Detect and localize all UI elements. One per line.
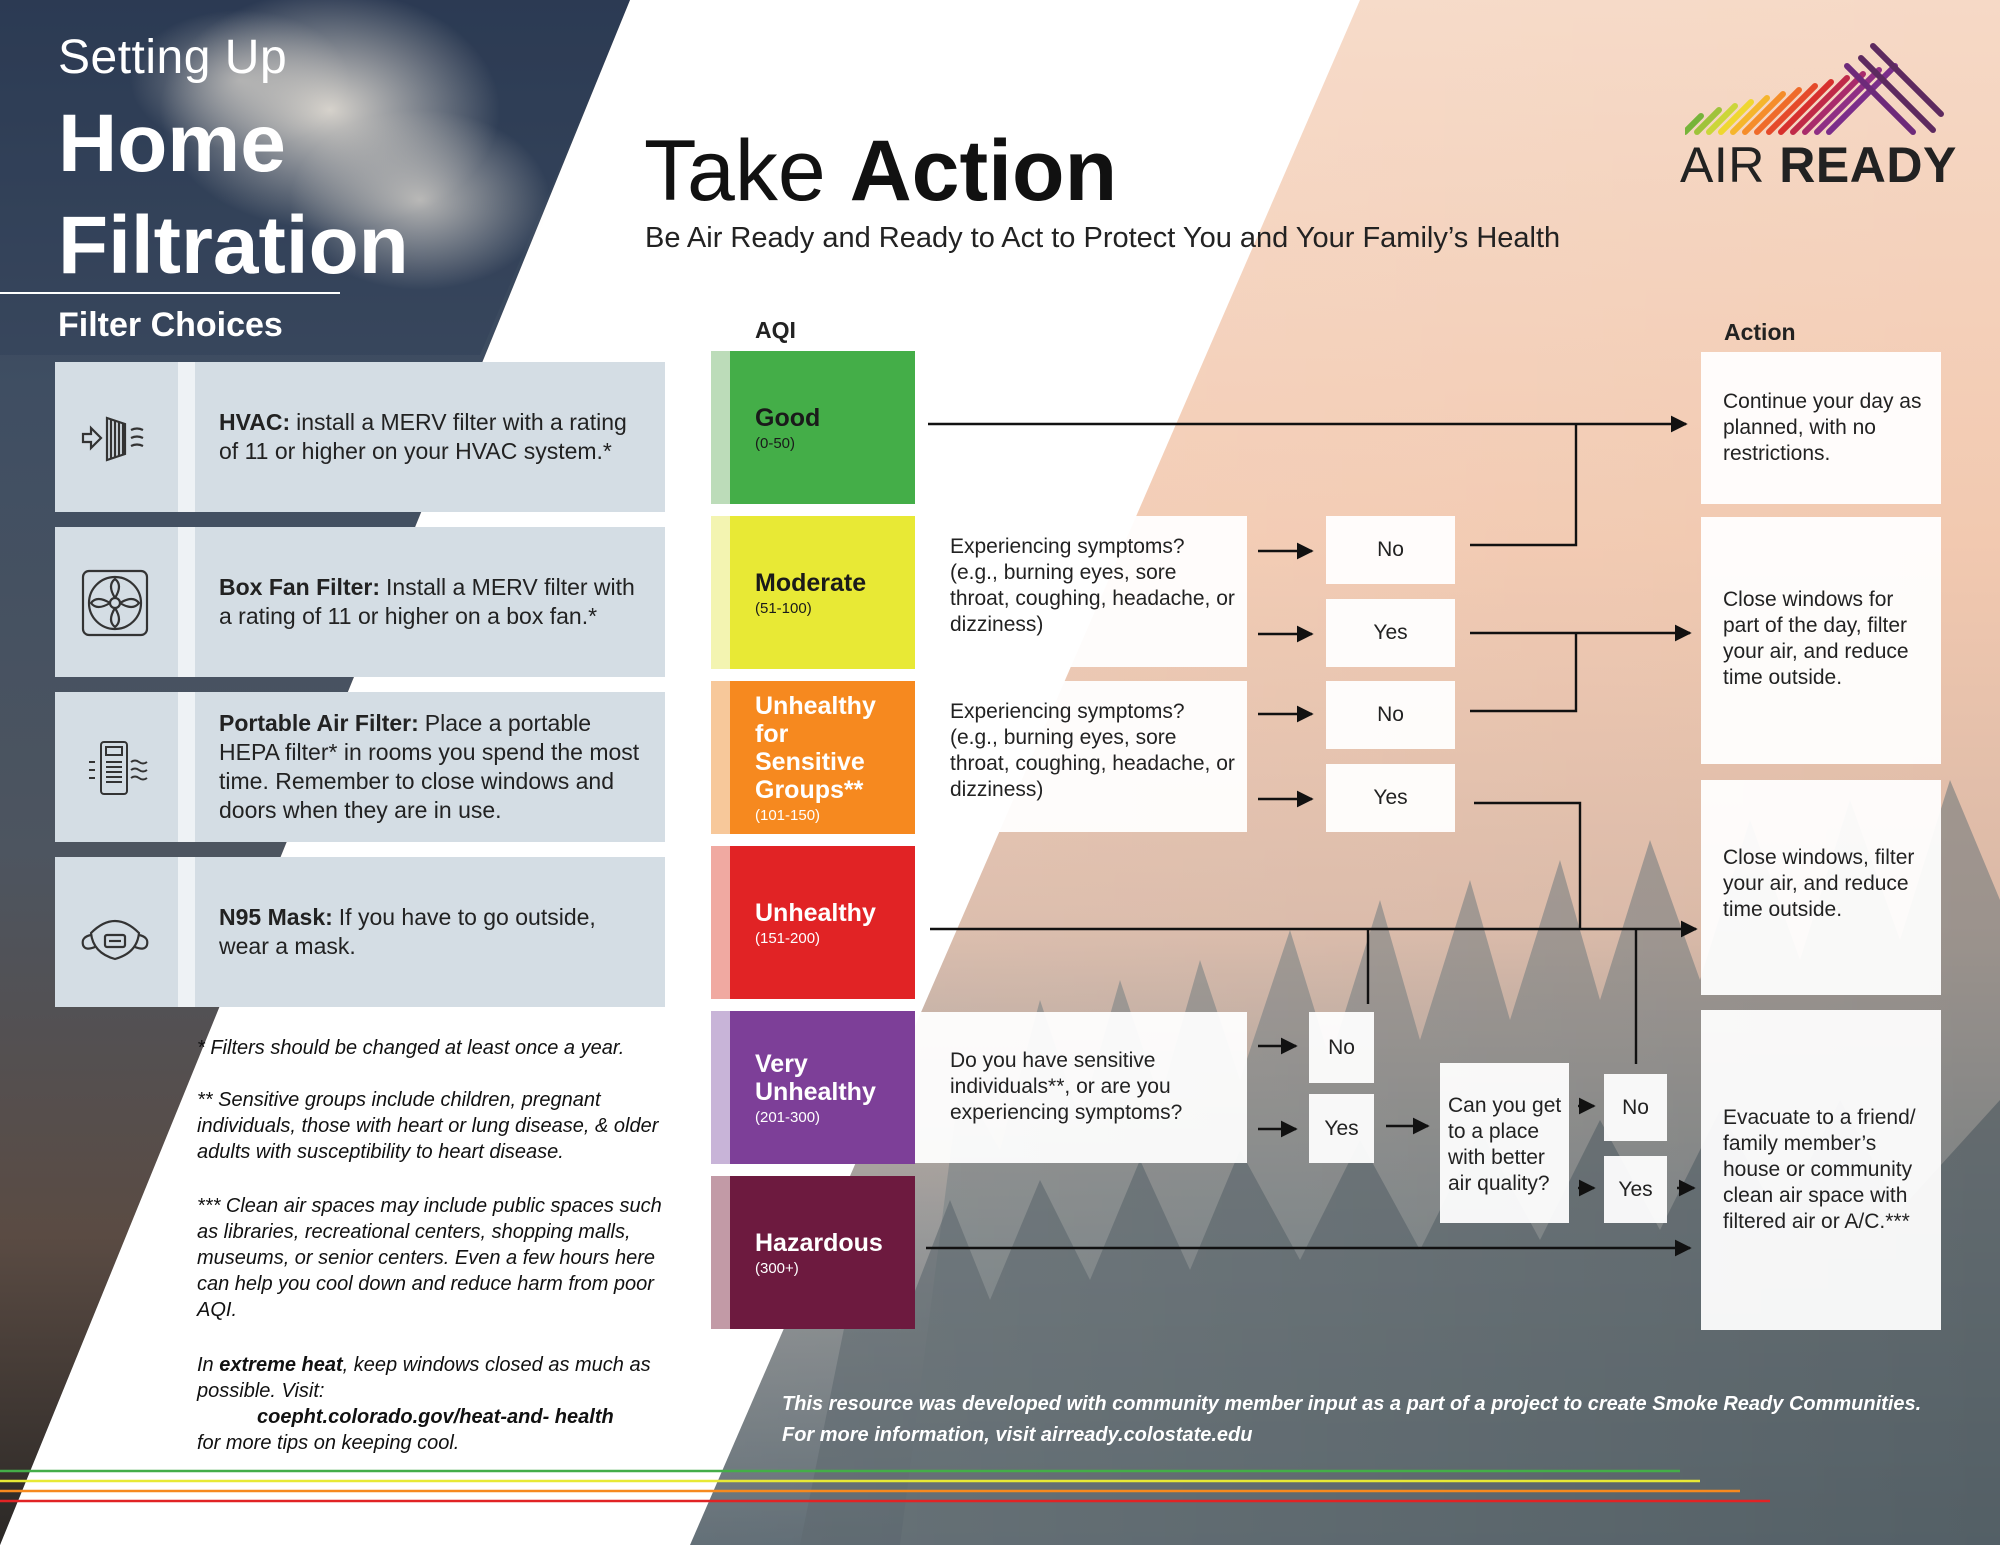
heat-url-link[interactable]: coepht.colorado.gov/heat-and- health: [257, 1406, 614, 1428]
heat-bold: extreme heat: [219, 1354, 343, 1376]
answer-yes-better-air: Yes: [1604, 1156, 1667, 1223]
aqi-range: (300+): [755, 1259, 799, 1277]
note-sensitive-groups: ** Sensitive groups include children, pregnant individuals, those with heart or lung disease, & older adults with susceptibility to heart disease.: [197, 1089, 659, 1163]
aqi-label: Hazardous: [755, 1228, 883, 1257]
aqi-range: (0-50): [755, 434, 796, 452]
action-close-windows-part-day: Close windows for part of the day, filter your air, and reduce time outside.: [1701, 517, 1941, 764]
logo-air: AIR: [1680, 137, 1765, 193]
answer-no-moderate: No: [1326, 516, 1455, 584]
heat-post: , keep windows closed as much as possible. Visit:: [197, 1354, 651, 1402]
note-clean-air-spaces: *** Clean air spaces may include public spaces such as libraries, recreational centers, shopping malls, museums, or senior centers. Even a few hours here can help you cool down and reduce harm from poor AQI.: [197, 1195, 662, 1321]
aqi-label: Good: [755, 403, 821, 432]
answer-yes-usg: Yes: [1326, 764, 1455, 832]
answer-no-very-unhealthy: No: [1309, 1012, 1374, 1083]
logo-ready: READY: [1779, 137, 1957, 193]
aqi-column-header: AQI: [755, 317, 796, 343]
filter-description: install a MERV filter with a rating of 11 or higher on your HVAC system.*: [219, 409, 627, 464]
aqi-range: (201-300): [755, 1108, 821, 1126]
title-home: Home: [58, 98, 286, 189]
bottom-color-lines: [0, 1471, 1770, 1501]
filter-description: If you have to go outside, wear a mask.: [219, 904, 596, 959]
aqi-range: (101-150): [755, 806, 821, 824]
action-close-windows-filter: Close windows, filter your air, and reduce time outside.: [1701, 780, 1941, 995]
take-word: Take: [644, 123, 826, 219]
footer-more-info[interactable]: For more information, visit airready.colostate.edu: [782, 1424, 1253, 1446]
filter-description: Install a MERV filter with a rating of 11 or higher on a box fan.*: [219, 574, 635, 629]
question-symptoms-usg: Experiencing symptoms? (e.g., burning eyes, sore throat, coughing, headache, or dizziness): [915, 681, 1247, 832]
take-action-subtitle: Be Air Ready and Ready to Act to Protect You and Your Family’s Health: [645, 222, 1561, 254]
answer-no-usg: No: [1326, 681, 1455, 749]
footer-credit: This resource was developed with community member input as a part of a project to create Smoke Ready Communities.: [782, 1393, 1922, 1415]
aqi-label: Moderate: [755, 568, 867, 597]
title-filtration: Filtration: [58, 200, 409, 291]
question-symptoms-moderate: Experiencing symptoms? (e.g., burning eyes, sore throat, coughing, headache, or dizziness): [915, 516, 1247, 667]
action-column-header: Action: [1724, 319, 1796, 345]
aqi-range: (51-100): [755, 599, 812, 617]
connector-usg-no: [1470, 633, 1576, 711]
aqi-label: Very Unhealthy: [755, 1049, 876, 1106]
aqi-label: Unhealthy: [755, 898, 876, 927]
answer-yes-moderate: Yes: [1326, 599, 1455, 667]
action-word: Action: [849, 123, 1118, 219]
filter-title: Portable Air Filter:: [219, 710, 419, 736]
answer-yes-very-unhealthy: Yes: [1309, 1094, 1374, 1163]
connector-moderate-no: [1470, 424, 1576, 545]
aqi-range: (151-200): [755, 929, 821, 947]
action-continue-day: Continue your day as planned, with no restrictions.: [1701, 352, 1941, 504]
action-evacuate: Evacuate to a friend/ family member’s house or community clean air space with filtered air or A/C.***: [1701, 1010, 1941, 1330]
filter-choices-heading: Filter Choices: [58, 306, 283, 344]
note-filter-change: * Filters should be changed at least once a year.: [197, 1037, 625, 1059]
question-sensitive-very-unhealthy: Do you have sensitive individuals**, or are you experiencing symptoms?: [915, 1012, 1247, 1163]
question-better-air: Can you get to a place with better air quality?: [1440, 1063, 1569, 1223]
heat-pre: In: [197, 1354, 220, 1376]
title-setting-up: Setting Up: [58, 31, 288, 84]
filter-title: HVAC:: [219, 409, 291, 435]
answer-no-better-air: No: [1604, 1074, 1667, 1141]
filter-description: Place a portable HEPA filter* in rooms you spend the most time. Remember to close windows and doors when they are in use.: [219, 710, 640, 823]
heat-tail: for more tips on keeping cool.: [197, 1432, 460, 1454]
aqi-label: Unhealthy for Sensitive Groups**: [755, 691, 876, 804]
filter-title: N95 Mask:: [219, 904, 333, 930]
connector-usg-yes: [1474, 803, 1580, 929]
filter-title: Box Fan Filter:: [219, 574, 381, 600]
